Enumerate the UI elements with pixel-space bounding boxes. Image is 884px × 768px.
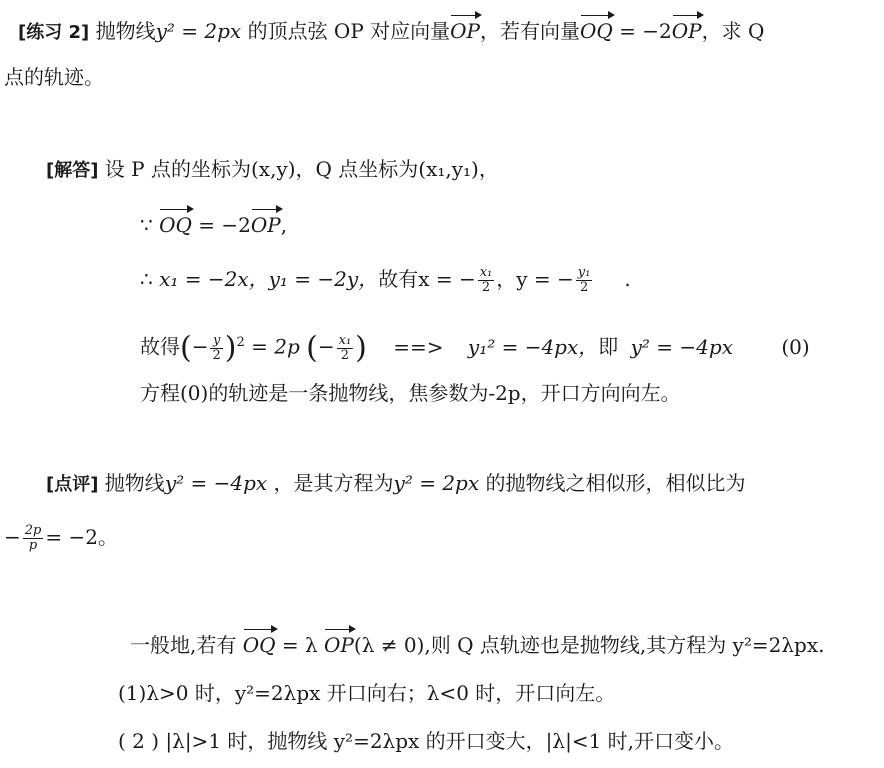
solution-tag: [解答]: [46, 160, 99, 181]
solution-conclusion: 方程(0)的轨迹是一条抛物线，焦参数为-2p，开口方向向左。: [140, 381, 681, 405]
fraction-denominator: 2: [340, 347, 350, 363]
fraction-y-over-2: [210, 334, 222, 363]
vector-oq: OQ: [580, 12, 613, 46]
derive-equals: = 2p: [251, 334, 300, 359]
fraction-numerator: y: [210, 334, 222, 349]
comment-minus: −: [4, 525, 21, 549]
because-vector-op: OP: [251, 206, 281, 240]
fraction-x1-over-2-b: [337, 334, 354, 363]
exercise-text-2: 的顶点弦 OP 对应向量: [241, 19, 451, 43]
because-mid: = −2: [191, 213, 251, 237]
fraction-denominator: 2: [212, 347, 221, 363]
implies-arrow: ==>: [393, 334, 444, 359]
close-paren-2: ): [355, 330, 367, 366]
general-text-1: 一般地,若有: [130, 633, 243, 657]
square-exponent: 2: [236, 335, 245, 350]
therefore-symbol: ∴: [140, 267, 153, 291]
fraction-2p-over-p: [23, 524, 44, 553]
solution-intro-text: 设 P 点的坐标为(x,y)，Q 点坐标为(x₁,y₁)，: [98, 157, 499, 181]
close-paren: ): [224, 330, 237, 366]
fraction-denominator: 2: [579, 280, 589, 295]
comment-eq-2: y² = 2px: [393, 471, 480, 495]
derive-minus: −: [191, 334, 209, 359]
vector-op: OP: [450, 12, 480, 46]
derive-result-1: y₁² = −4px，: [467, 334, 599, 359]
because-end: ,: [280, 213, 288, 237]
because-symbol: ∵: [140, 213, 153, 237]
fraction-numerator: 2p: [24, 523, 42, 538]
comment-text-3: 的抛物线之相似形，相似比为: [479, 471, 746, 495]
fraction-numerator: x₁: [338, 332, 352, 348]
fraction-denominator: p: [28, 538, 38, 553]
general-case-2: ( 2 ) |λ|>1 时，抛物线 y²=2λpx 的开口变大，|λ|<1 时,开口变小。: [118, 729, 735, 753]
vector-op-2: OP: [672, 12, 702, 46]
comment-tag: [点评]: [46, 474, 99, 495]
open-paren: (: [180, 330, 192, 366]
derive-prefix: 故得: [140, 334, 180, 359]
comment-text-2: ，是其方程为: [267, 471, 394, 495]
fraction-denominator: 2: [481, 280, 491, 295]
general-line: [130, 626, 824, 660]
solution-intro: [46, 154, 499, 186]
exercise-tag: [练习 2]: [18, 22, 90, 43]
therefore-equations: x₁ = −2x，y₁ = −2y，: [159, 267, 379, 291]
exercise-line-2: 点的轨迹。: [4, 65, 104, 89]
exercise-text-3: ，若有向量: [480, 19, 581, 43]
because-vector-oq: OQ: [159, 206, 192, 240]
exercise-equation: y² = 2px: [155, 19, 242, 43]
therefore-line: [140, 264, 631, 295]
therefore-end: .: [624, 267, 631, 291]
general-text-2: = λ: [275, 633, 325, 657]
derive-result-2: y² = −4px: [630, 334, 733, 359]
fraction-x1-over-2: [478, 266, 495, 295]
general-case-1: (1)λ>0 时，y²=2λpx 开口向右；λ<0 时，开口向左。: [118, 681, 616, 705]
comment-eq-1: y² = −4px: [164, 471, 268, 495]
open-paren-2: (: [306, 330, 318, 366]
equation-tag: (0): [781, 334, 810, 359]
comment-ratio: = −2。: [45, 525, 118, 549]
general-vector-oq: OQ: [243, 626, 276, 660]
fraction-y1-over-2: [576, 266, 593, 295]
fraction-numerator: x₁: [479, 265, 493, 280]
general-vector-op: OP: [324, 626, 354, 660]
exercise-line-1: [18, 12, 764, 48]
exercise-text-1: 抛物线: [95, 19, 156, 43]
exercise-text-5: ，求 Q: [701, 19, 765, 43]
comment-line-1: [46, 468, 746, 500]
therefore-text: 故有x = −: [378, 267, 476, 291]
because-line: [140, 206, 287, 240]
comment-line-2: [4, 522, 118, 553]
therefore-mid: ，y = −: [496, 267, 574, 291]
fraction-numerator: y₁: [577, 265, 591, 280]
comment-text-1: 抛物线: [98, 471, 165, 495]
derive-ji: 即: [598, 334, 619, 359]
derive-line: 故得(− $\frac{y}{2}$ )$^2$ = 2p (− $\frac{\text{x₁}}{2}$ ) ==> y₁² = −4px，即 y² = −4px (0): [140, 330, 810, 366]
exercise-text-4: = −2: [612, 19, 672, 43]
general-text-3: (λ ≠ 0),则 Q 点轨迹也是抛物线,其方程为 y²=2λpx.: [353, 633, 825, 657]
